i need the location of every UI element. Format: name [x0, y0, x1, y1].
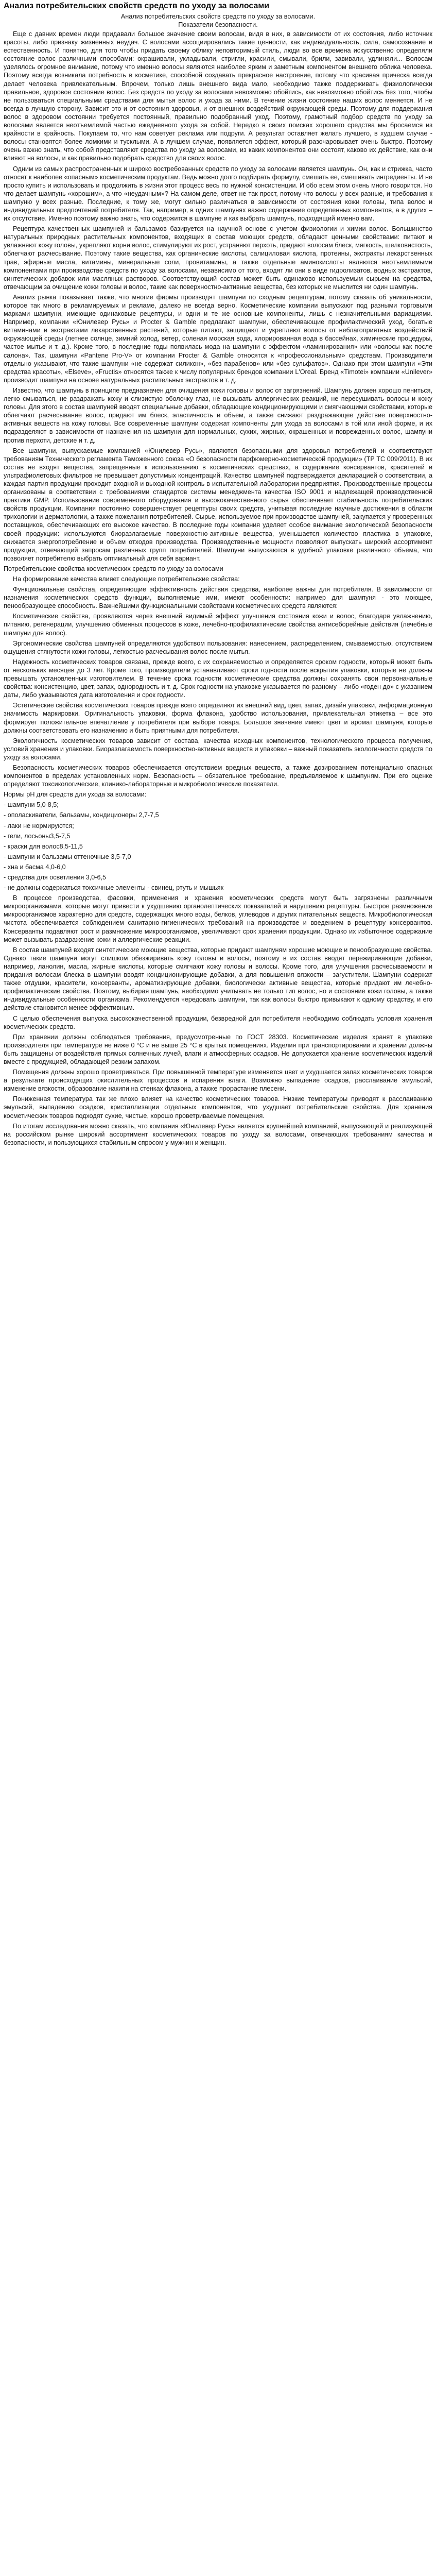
page-title: Анализ потребительских свойств средств по уходу за волосами [4, 2, 270, 10]
document-page [0, 0, 436, 1154]
ph-list-item: - не должны содержаться токсичные элементы - свинец, ртуть и мышьяк [4, 884, 224, 892]
paragraph-purpose: Известно, что шампунь в принципе предназначен для очищения кожи головы и волос от загрязнений. Шампунь должен хорошо пениться, легко смываться, не раздражать кожу и слизистую оболочку глаз, не вызывать аллергических реакций, не пересушивать волосы и кожу головы. Для этого в состав шампуней вводят специальные добавки, обладающие кондиционирующими и смягчающими свойствами, которые облегчают расчесывание волос, придают им блеск, эластичность и объем, а также снижают раздражающее действие поверхностно-активных веществ на кожу головы. Все современные шампуни содержат компоненты для ухода за волосами в той или иной форме, и их подразделяют в зависимости от назначения на шампуни для нормальных, сухих, жирных, окрашенных и поврежденных волос, шампуни против перхоти, детские и т. д. [4, 386, 432, 444]
paragraph-ventilation: Помещения должны хорошо проветриваться. При повышенной температуре изменяется цвет и ухудшается запах косметических товаров а результате происходящих окислительных процессов и испарения влаги. Возможно выпадение осадков, расслаивание эмульсий, изменение вязкости, образование накипи на стенках флакона, а также прорастание плесени. [4, 1069, 432, 1093]
ph-list-item: - хна и басма 4,0-6,0 [4, 863, 66, 871]
paragraph-market: Анализ рынка показывает также, что многие фирмы производят шампуни по сходным рецептурам, потому сказать об уникальности, которое так много в рекламируемых и рекламе, далеко не всегда верно. Косметические компании выпускают под разными торговыми марками шампуни, имеющие одинаковые рецептуры, и одни и те же основные компоненты, лишь с незначительными вариациями. Например, компании «Юнилевер Русь» и Procter & Gamble предлагают шампуни, обеспечивающие профилактический уход, богатые витаминами и экстрактами лекарственных растений, которые питают, защищают и укрепляют волосы от неблагоприятных воздействий окружающей среды (летнее солнце, зимний холод, ветер, соленая морская вода, хлорированная вода в бассейнах, химические процедуры, частое мытье и т. д.). Кроме того, в последние годы появилась мода на шампуни с эффектом «ламинирования» или «волосы как после салона». Так, шампуни «Pantene Pro-V» от компании Procter & Gamble относятся к «профессиональным» средствам. Производители отдельно указывают, что такие шампуни «не содержат силикон», «без парабенов» или «без сульфатов». Однако при этом шампуни «Эти средства красоты», «Elseve», «Fructis» относятся также к числу популярных брендов компании L'Oreal. Бренд «Timotei» компании «Unilever» производит шампуни на основе натуральных растительных экстрактов и т. д. [4, 293, 432, 384]
paragraph-shampoo: Одним из самых распространенных и широко востребованных средств по уходу за волосами является шампунь. Он, как и стрижка, часто относят к наиболее «опасным» косметическим продуктам. Ведь можно долго подбирать формулу, смешать ее, смешивать ингредиенты. И не просто купить и использовать и продолжить в жизни этот процесс весь по нужной консистенции. И обо всем этом очень много говорится. Но что делает шампунь «хорошим», а что «неудачным»? На самом деле, ответ не так прост, потому что волосы у всех разные, и требования к шампуню у всех разные. Последние, к тому же, могут сильно различаться в зависимости от состояния кожи головы, типа волос и индивидуальных предпочтений потребителя. Так, например, в одних шампунях важно содержание определенных компонентов, а в других – их отсутствие. Именно поэтому важно знать, что содержится в шампуне и как выбрать шампунь, подходящий именно вам. [4, 165, 432, 223]
ph-list-item: - гели, лосьоны3,5-7,5 [4, 832, 71, 840]
ph-list-item: - шампуни и бальзамы оттеночные 3,5-7,0 [4, 853, 131, 860]
document-body [4, 30, 432, 1147]
ph-list-item: - ополаскиватели, бальзамы, кондиционеры 2,7-7,5 [4, 811, 159, 819]
ph-list-item: - средства для осветления 3,0-6,5 [4, 874, 106, 881]
ph-list-item: - шампуни 5,0-8,5; [4, 801, 59, 809]
paragraph-reliability: Надежность косметических товаров связана, прежде всего, с их сохраняемостью и определяется сроком годности, который может быть от нескольких месяцев до 3 лет. Кроме того, производители устанавливают сроки годности после вскрытия упаковки, которые не должны превышать установленных изготовителем. В течение срока годности косметические средства должны сохранять свои первоначальные свойства: консистенцию, цвет, запах, однородность и т. д. Срок годности на упаковке указывается по-разному – либо «годен до» с указанием даты, либо указываются дата изготовления и срок годности. [4, 658, 432, 699]
paragraph-low-temperature: Пониженная температура так же плохо влияет на качество косметических товаров. Низкие температуры приводят к расслаиванию эмульсий, выпадению осадков, кристаллизации отдельных компонентов, что ухудшает потребительские свойства. Для хранения косметических товаров подходят сухие, чистые, хорошо проветриваемые помещения. [4, 1095, 432, 1120]
paragraph-ecology: Экологичность косметических товаров зависит от состава, качества исходных компонентов, технологического процесса получения, условий хранения и упаковки. Биоразлагаемость поверхностно-активных веществ и упаковки – важный показатель экологичности средств по уходу за волосами. [4, 737, 432, 761]
paragraph-intro: Еще с давних времен люди придавали большое значение своим волосам, видя в них, в зависимости от их состояния, либо источник красоты, либо признаку жизненных неудач. С волосами ассоциировались такие ценности, как индивидуальность, сила, самосознание и естественность. И понятно, для того чтобы придать своему облику неповторимый стиль, люди во все времена искусственно определяли состояние волос различными способами: окрашивали, укладывали, стригли, красили, смывали, брили, завивали, удлиняли... Волосам уделялось огромное внимание, потому что именно волосы являются наиболее ярким и заметным компонентом внешнего облика человека. Поэтому всегда возникала потребность в косметике, способной создавать прекрасное настроение, потому что красивая прическа всегда делает человека привлекательным. Впрочем, только лишь внешнего вида мало, необходимо также поддерживать физиологически правильное, здоровое состояние волос. Без средств по уходу за волосами невозможно обойтись, как невозможно обойтись без того, чтобы не пользоваться специальными средствами для мытья волос и ухода за ними. В течение жизни состояние наших волос меняется. И не всегда в лучшую сторону. Зависит это и от состояния здоровья, и от внешних воздействий окружающей среды. Поэтому для поддержания волос в здоровом состоянии требуется постоянный, правильно подобранный уход. Поэтому, грамотный подбор средств по уходу за волосами является неотъемлемой частью ежедневного ухода за собой. Нередко в своих поисках хорошего средства мы бросаемся из крайности в крайность. Покупаем то, что нам советует реклама или подруги. А результат оставляет желать лучшего, в худшем случае - волосы становятся более ломкими и тусклыми. А в лучшем случае, появляется эффект, который разочаровывает очень быстро. Поэтому очень важно знать, что собой представляют средства по уходу за волосами, из каких компонентов они состоят, каково их действие, как они влияют на волосы, и как правильно подобрать средство для своих волос. [4, 30, 432, 162]
paragraph-conclusion: По итогам исследования можно сказать, что компания «Юнилевер Русь» является крупнейшей компанией, выпускающей и реализующей на российском рынке широкий ассортимент косметических товаров по уходу за волосами, отвечающих требованиям качества и безопасности, и пользующихся стабильным спросом у мужчин и женщин. [4, 1122, 432, 1146]
paragraph-aesthetic: Эстетические свойства косметических товаров прежде всего определяют их внешний вид, цвет, запах, дизайн упаковки, информационную значимость маркировки. Оригинальность упаковки, форма флакона, удобство использования, привлекательная этикетка – все это формирует положительное впечатление у потребителя при выборе товара. Большое значение имеют цвет и аромат шампуня, которые должны соответствовать его назначению и быть приятными для потребителя. [4, 702, 432, 734]
paragraph-unilever: Все шампуни, выпускаемые компанией «Юнилевер Русь», являются безопасными для здоровья потребителей и соответствуют требованиям Технического регламента Таможенного союза «О безопасности парфюмерно-косметической продукции» (ТР ТС 009/2011). В их состав не входят вещества, запрещенные к использованию в косметических средствах, а содержание консервантов, красителей и ультрафиолетовых фильтров не превышает допустимых концентраций. Качество шампуней подтверждается декларацией о соответствии, а каждая партия продукции проходит входной и выходной контроль в испытательной лаборатории предприятия. Производственные процессы организованы в соответствии с требованиями стандартов системы менеджмента качества ISO 9001 и надлежащей производственной практики GMP. Использование современного оборудования и высококачественного сырья обеспечивает стабильность потребительских свойств продукции. Компания постоянно совершенствует рецептуры своих средств, учитывая последние научные достижения в области трихологии и дерматологии, а также пожелания потребителей. Сырье, используемое при производстве шампуней, закупается у проверенных поставщиков, обеспечивающих его высокое качество. В последние годы компания уделяет особое внимание экологической безопасности своей продукции: используются биоразлагаемые поверхностно-активные вещества, уменьшается количество пластика в упаковке, снижается энергопотребление и объем отходов производства. Производственные мощности позволяют выпускать широкий ассортимент продукции, отвечающий запросам различных групп потребителей. Шампуни выпускаются в удобной упаковке различного объема, что позволяет потребителю выбрать оптимальный для себя вариант. [4, 447, 432, 562]
paragraph-ergonomic: Эргономические свойства шампуней определяются удобством пользования: нанесением, распределением, смываемостью, отсутствием ощущения стянутости кожи головы, легкостью расчесывания волос после мытья. [4, 639, 432, 655]
paragraph-microbiology: В процессе производства, фасовки, применения и хранения косметических средств могут быть загрязнены различными микроорганизмами, которые могут привести к ухудшению органолептических показателей и нарушению рецептуры. Быстрое размножение микроорганизмов характерно для средств, содержащих много воды, белков, углеводов и других питательных веществ. Микробиологическая чистота обеспечивается соблюдением санитарно-гигиенических требований на производстве и введением в рецептуру консервантов. Консерванты подавляют рост и размножение микроорганизмов, увеличивают срок хранения продукции. Однако их избыточное содержание может вызывать раздражение кожи и аллергические реакции. [4, 894, 432, 943]
paragraph-safety: Безопасность косметических товаров обеспечивается отсутствием вредных веществ, а также дозированием потенциально опасных компонентов в пределах установленных норм. Безопасность – обязательное требование, предъявляемое к шампуням. При его оценке определяют токсикологические, клинико-лабораторные и микробиологические показатели. [4, 764, 432, 788]
paragraph-composition: В состав шампуней входят синтетические моющие вещества, которые придают шампуням хорошие моющие и пенообразующие свойства. Однако такие шампуни могут слишком обезжиривать кожу головы и волосы, поэтому в их состав вводят пережиривающие добавки, например, ланолин, масла, жирные кислоты, которые смягчают кожу головы и волосы. Кроме того, для улучшения расчесываемости и придания волосам блеска в шампуни вводят кондиционирующие добавки, а для повышения вязкости – загустители. Шампуни содержат также отдушки, красители, консерванты, ароматизирующие добавки, биологически активные вещества, которые придают им лечебно-профилактические свойства. Поэтому, выбирая шампунь, необходимо учитывать не только тип волос, но и состояние кожи головы, а также индивидуальные особенности организма. Рекомендуется чередовать шампуни, так как волосы быстро привыкают к одному средству, и его действие становится менее эффективным. [4, 946, 432, 1012]
paragraph-functional: Функциональные свойства, определяющие эффективность действия средства, наиболее важны для потребителя. В зависимости от назначения косметических средств функции, выполняемые ими, имеют особенности: например для шампуня - это моющее, пенообразующее способность. Важнейшими функциональными свойствами косметических средств являются: [4, 586, 432, 610]
document-subheading: Показатели безопасности. [178, 21, 258, 28]
section-title: Потребительские свойства косметических средств по уходу за волосами [4, 565, 223, 572]
paragraph-storage-rules: При хранении должны соблюдаться требования, предусмотренные по ГОСТ 28303. Косметические изделия хранят в упаковке производителя при температуре не ниже 0 °С и не выше 25 °С в крытых помещениях. Изделия при транспортировании и хранении должны быть защищены от воздействия прямых солнечных лучей, влаги и атмосферных осадков. Не допускается хранение косметических изделий вместе с продукцией, обладающей резким запахом. [4, 1033, 432, 1065]
ph-list-heading: Нормы рН для средств для ухода за волосами: [4, 791, 147, 799]
paragraph-cosmetic: Косметические свойства, проявляются через внешний видимый эффект улучшения состояния кожи и волос, благодаря увлажнению, питанию, регенерации, улучшению обменных процессов в коже, лечебно-профилактические свойства антисеборейные действия (лечебные шампуни для волос). [4, 613, 432, 637]
document-heading: Анализ потребительских свойств средств по уходу за волосами. [120, 13, 316, 20]
paragraph-properties-intro: На формирование качества влияет следующие потребительские свойства: [13, 575, 240, 583]
paragraph-storage-goal: С целью обеспечения выпуска высококачественной продукции, безвредной для потребителя необходимо соблюдать условия хранения косметических средств. [4, 1014, 432, 1030]
ph-list-item: - краски для волос8,5-11,5 [4, 842, 83, 850]
ph-list-item: - лаки не нормируются; [4, 822, 74, 829]
paragraph-recipe: Рецептура качественных шампуней и бальзамов базируется на научной основе с учетом физиологии и химии волос. Большинство натуральных природных растительных компонентов, входящих в состав моющих средств, обладают ценными свойствами: питают и увлажняют кожу головы, укрепляют корни волос, стимулируют их рост, устраняют перхоть, придают волосам блеск, мягкость, шелковистость, облегчают расчесывание. Поэтому такие вещества, как органические кислоты, салициловая кислота, протеины, экстракты лекарственных трав, эфирные масла, витамины, минеральные соли, провитамины, а также отдельные аминокислоты являются неотъемлемыми компонентами при производстве средств по уходу за волосами, независимо от того, входят ли они в виде гидролизатов, водных экстрактов, синтетических добавок или масляных растворов. Соответствующий состав может быть одинаково используемым сырьем на средства, отвечающим за очищение кожи головы и волос, такие как поверхностно-активные вещества, без которых не мыслится ни один шампунь. [4, 225, 432, 291]
